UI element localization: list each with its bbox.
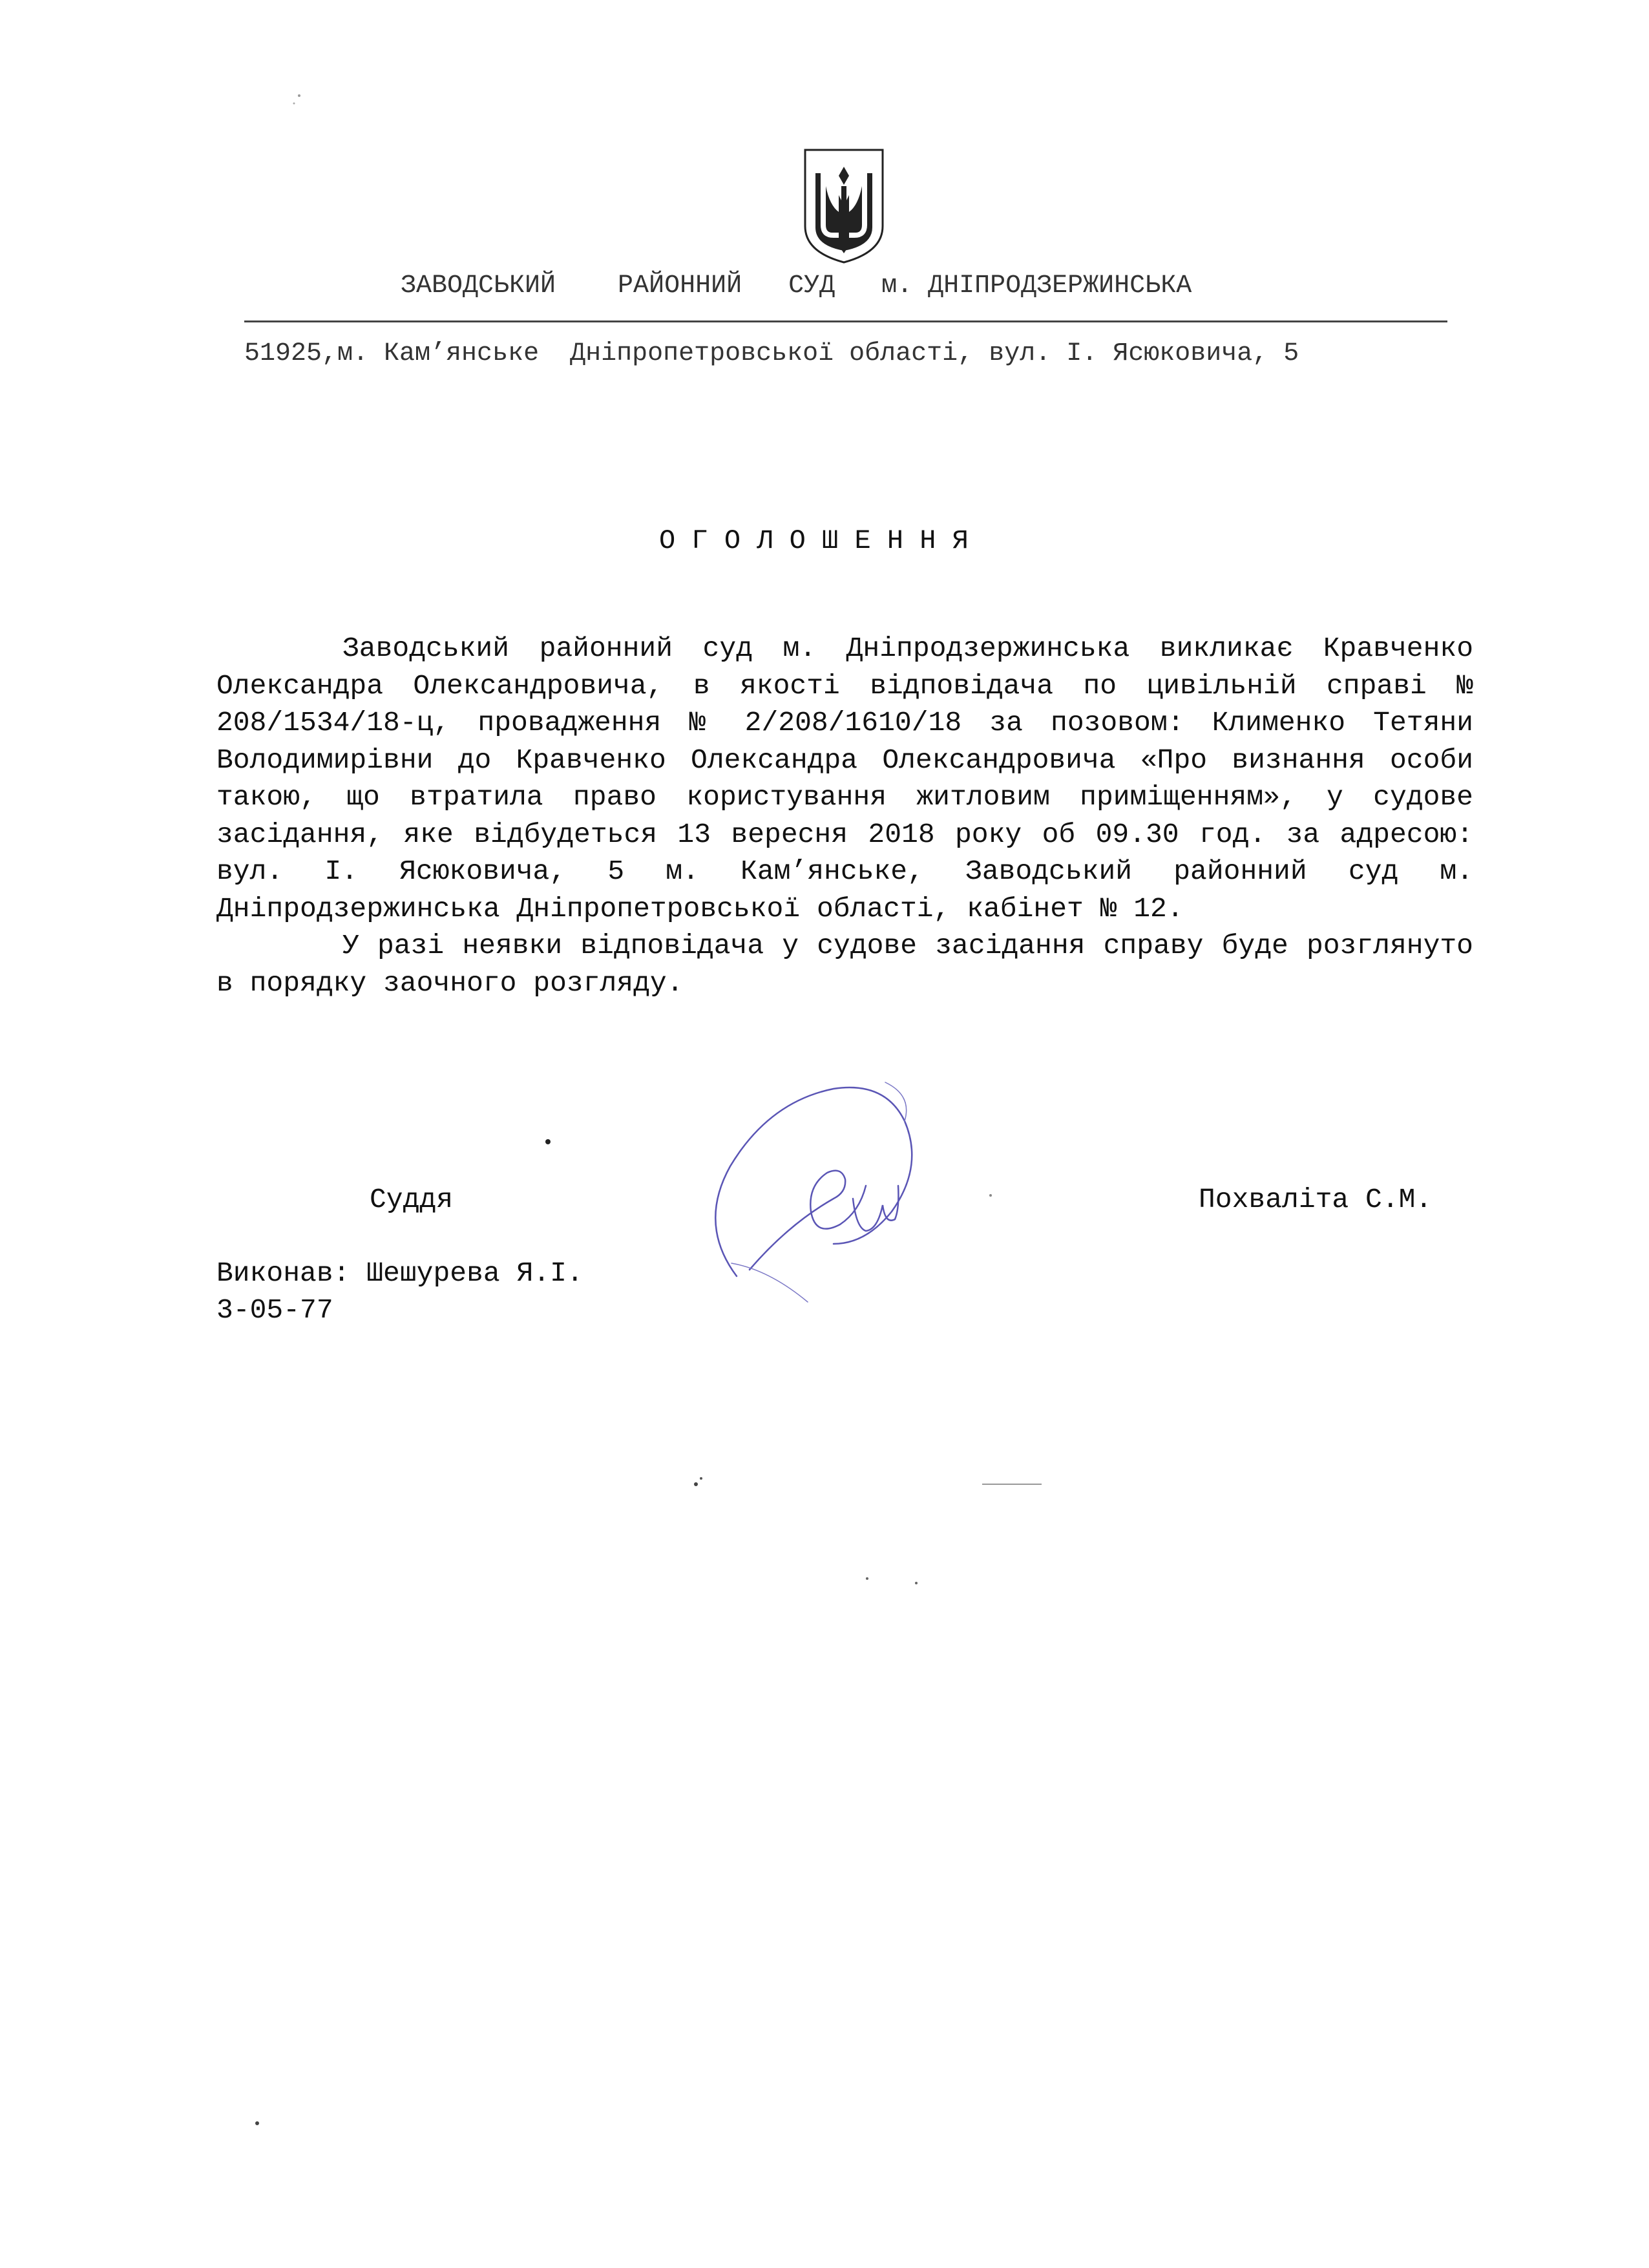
judge-name: Похваліта С.М. <box>1199 1184 1433 1215</box>
handwritten-signature <box>672 1076 982 1334</box>
header-divider <box>244 320 1447 322</box>
judge-label: Суддя <box>370 1184 454 1215</box>
executor-phone: 3-05-77 <box>216 1294 333 1326</box>
announcement-paragraph: Заводський районний суд м. Дніпродзержинська викликає Кравченко Олександра Олександровича, в якості відповідача по цивільній справі № 208/1534/18-ц, провадження № 2/208/1610/18 за позовом: Клименко Тетяни Володимирівни до Кравченко Олександра Олександровича «Про визнання особи такою, що втратила право користування житловим приміщенням», у судове засідання, яке відбудеться 13 вересня 2018 року об 09.30 год. за адресою: вул. І. Ясюковича, 5 м. Кам’янське, Заводський районний суд м. Дніпродзержинська Дніпропетровської області, кабінет № 12. <box>216 633 1473 925</box>
executor-line: Виконав: Шешурева Я.І. <box>216 1257 583 1289</box>
court-address: 51925,м. Кам’янське Дніпропетровської області, вул. І. Ясюковича, 5 <box>244 339 1299 368</box>
coat-of-arms-icon <box>801 147 887 265</box>
document-title: О Г О Л О Ш Е Н Н Я <box>659 525 969 556</box>
court-name-header: ЗАВОДСЬКИЙ РАЙОННИЙ СУД м. ДНІПРОДЗЕРЖИНСЬКА <box>401 271 1192 300</box>
announcement-paragraph: У разі неявки відповідача у судове засідання справу буде розглянуто в порядку заочного розгляду. <box>216 930 1473 999</box>
announcement-body <box>216 630 1473 1002</box>
